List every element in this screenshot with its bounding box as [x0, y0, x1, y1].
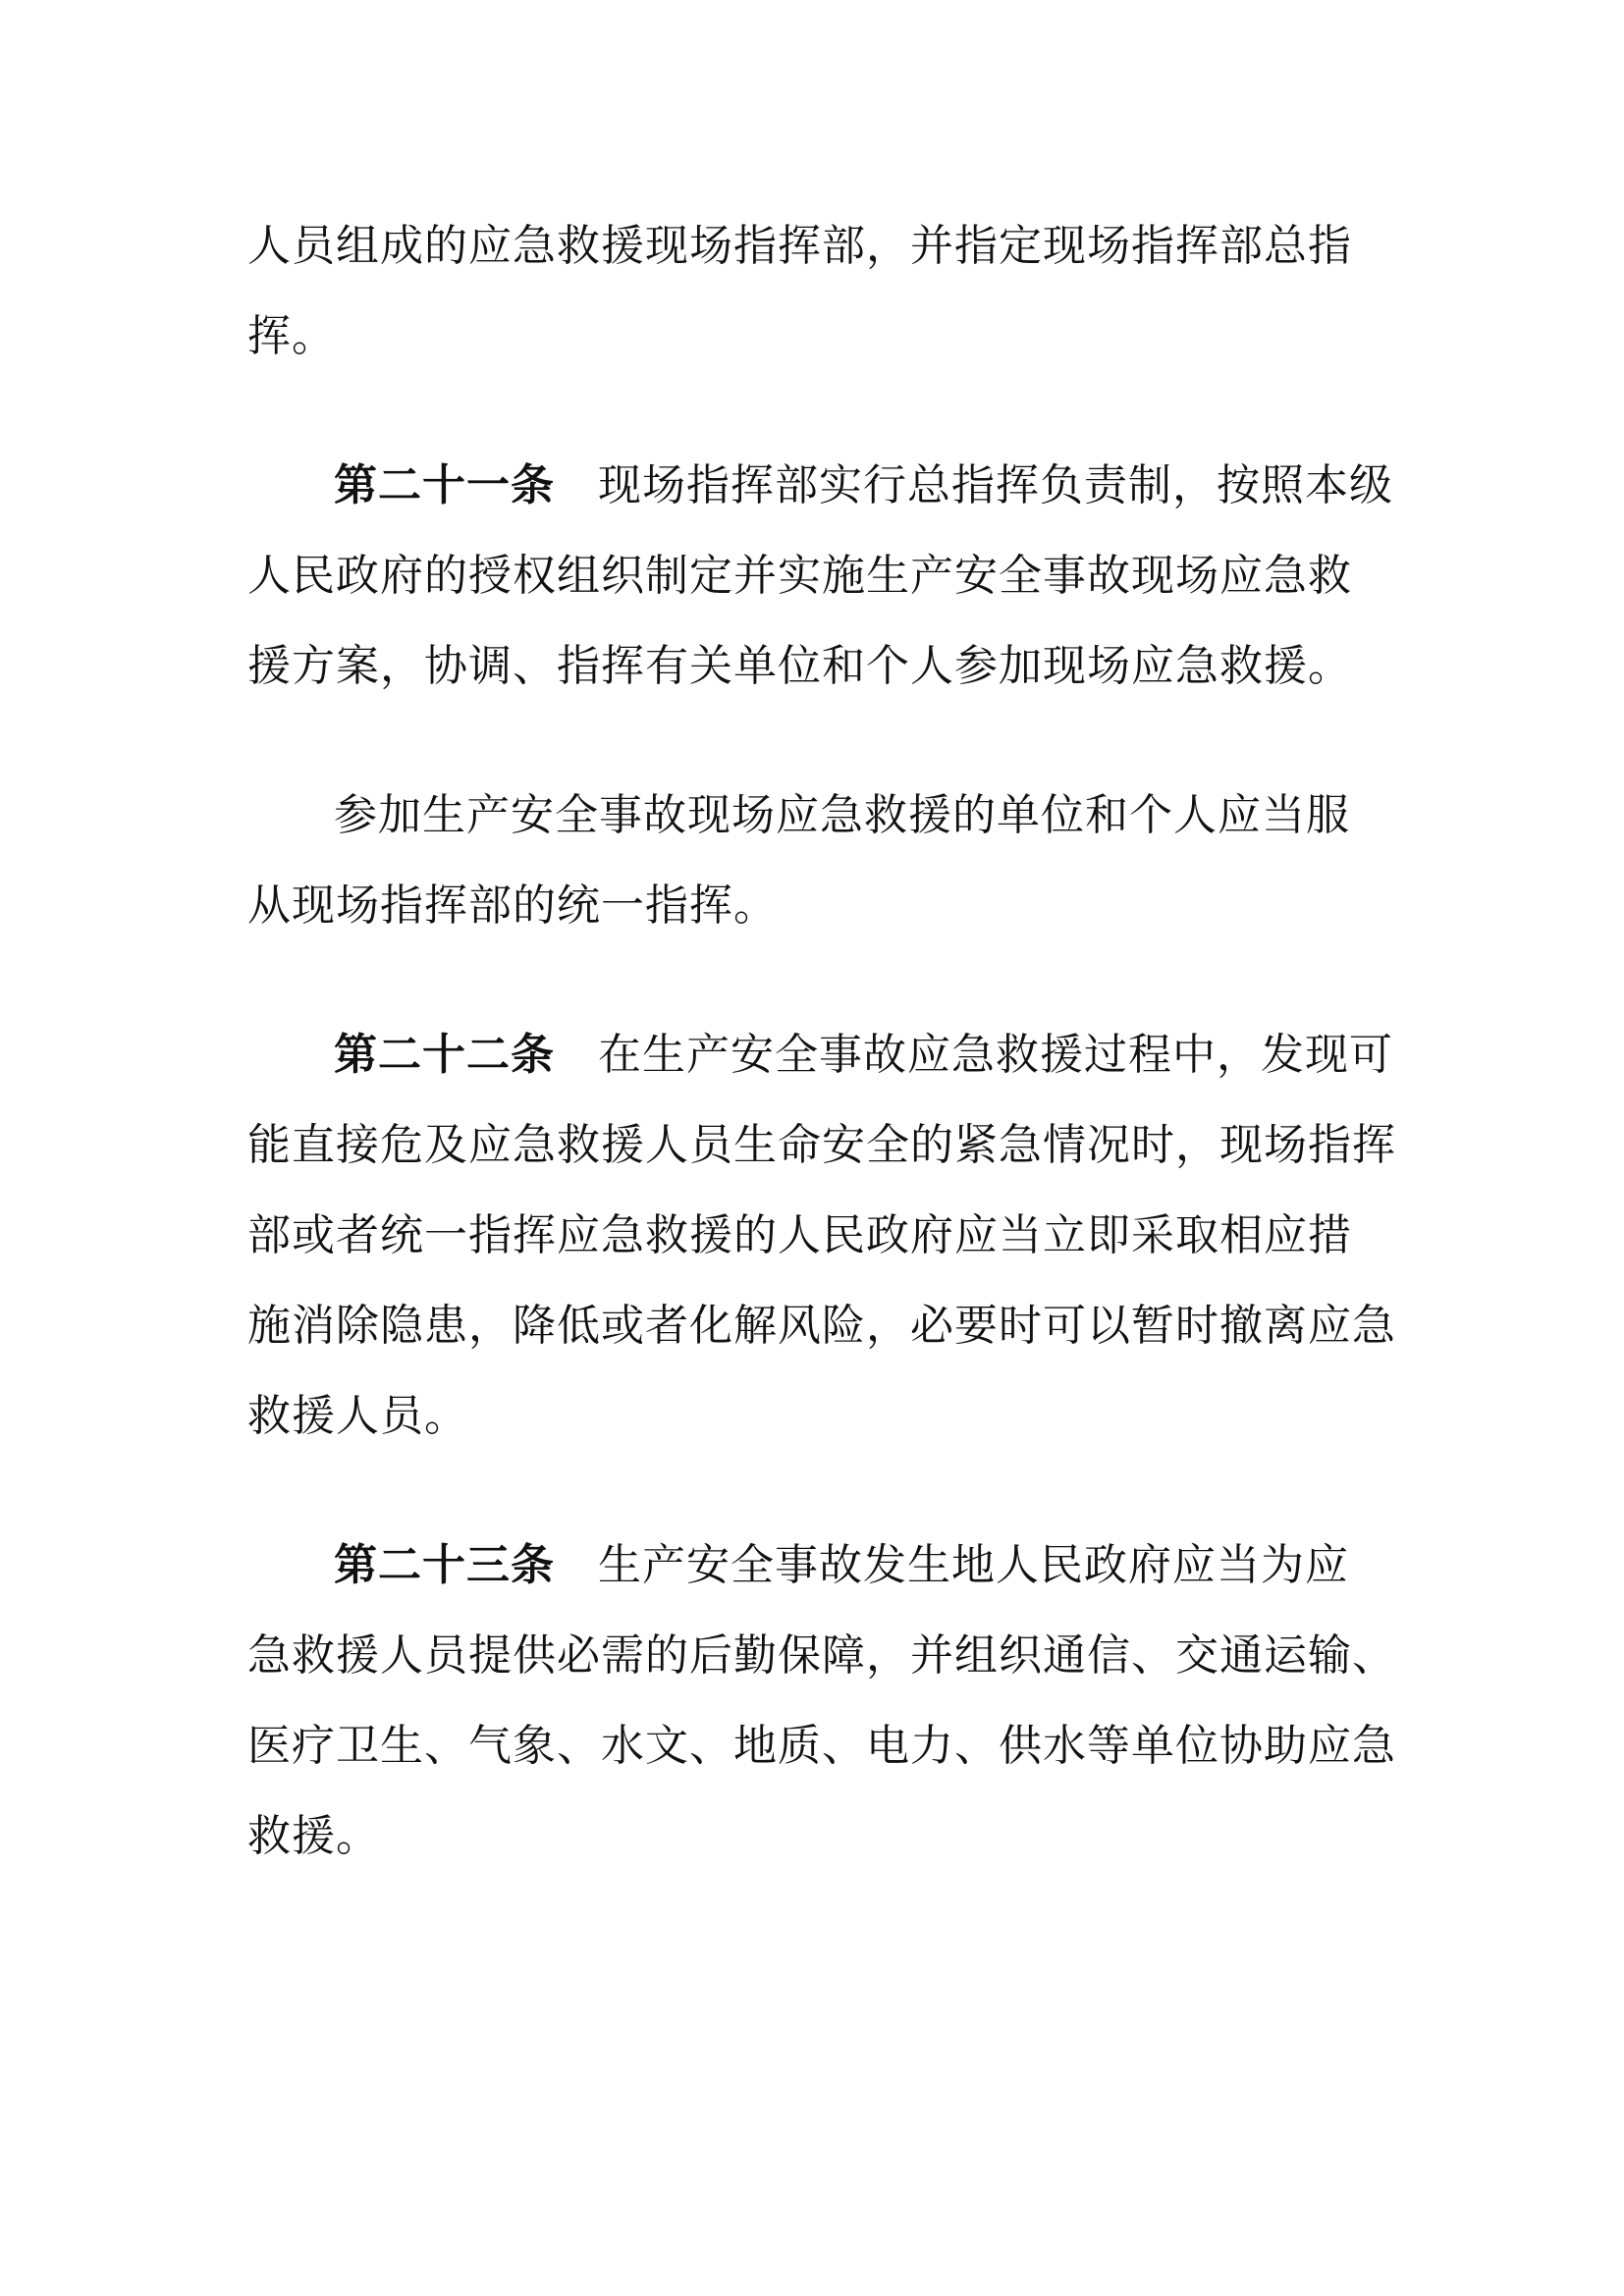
text-line: 救援。 [247, 1811, 380, 1861]
text-line: 生产安全事故发生地人民政府应当为应 [598, 1540, 1349, 1590]
article-22 [247, 1010, 1396, 1462]
text-line: 能直接危及应急救援人员生命安全的紧急情况时，现场指挥 [247, 1120, 1396, 1170]
article-21-paragraph-2 [247, 771, 1377, 951]
document-body [247, 201, 1396, 1882]
text-line: 人员组成的应急救援现场指挥部，并指定现场指挥部总指 [247, 221, 1352, 271]
article-first-line [247, 441, 1393, 531]
article-heading: 第二十二条 [334, 1030, 555, 1080]
text-line: 医疗卫生、气象、水文、地质、电力、供水等单位协助应急 [247, 1721, 1396, 1771]
text-line: 施消除隐患，降低或者化解风险，必要时可以暂时撤离应急 [247, 1301, 1396, 1351]
text-line: 参加生产安全事故现场应急救援的单位和个人应当服 [334, 790, 1350, 840]
text-line: 援方案，协调、指挥有关单位和个人参加现场应急救援。 [247, 641, 1352, 691]
paragraph-continuation [247, 201, 1377, 382]
text-line: 在生产安全事故应急救援过程中，发现可 [598, 1030, 1393, 1080]
paragraph-gap [247, 1462, 1377, 1521]
text-line: 部或者统一指挥应急救援的人民政府应当立即采取相应措 [247, 1210, 1352, 1260]
text-line: 人民政府的授权组织制定并实施生产安全事故现场应急救 [247, 551, 1352, 601]
article-21 [247, 441, 1393, 712]
text-line: 挥。 [247, 311, 336, 361]
article-heading: 第二十三条 [334, 1540, 555, 1590]
paragraph-gap [247, 712, 1377, 771]
text-line: 从现场指挥部的统一指挥。 [247, 881, 778, 931]
article-23 [247, 1521, 1396, 1882]
article-first-line [247, 1010, 1393, 1100]
paragraph-gap [247, 382, 1377, 441]
text-line: 急救援人员提供必需的后勤保障，并组织通信、交通运输、 [247, 1630, 1396, 1681]
article-first-line [247, 1521, 1377, 1611]
article-heading: 第二十一条 [334, 460, 555, 510]
paragraph-gap [247, 951, 1377, 1010]
text-line: 救援人员。 [247, 1391, 468, 1441]
text-line: 现场指挥部实行总指挥负责制，按照本级 [598, 460, 1393, 510]
